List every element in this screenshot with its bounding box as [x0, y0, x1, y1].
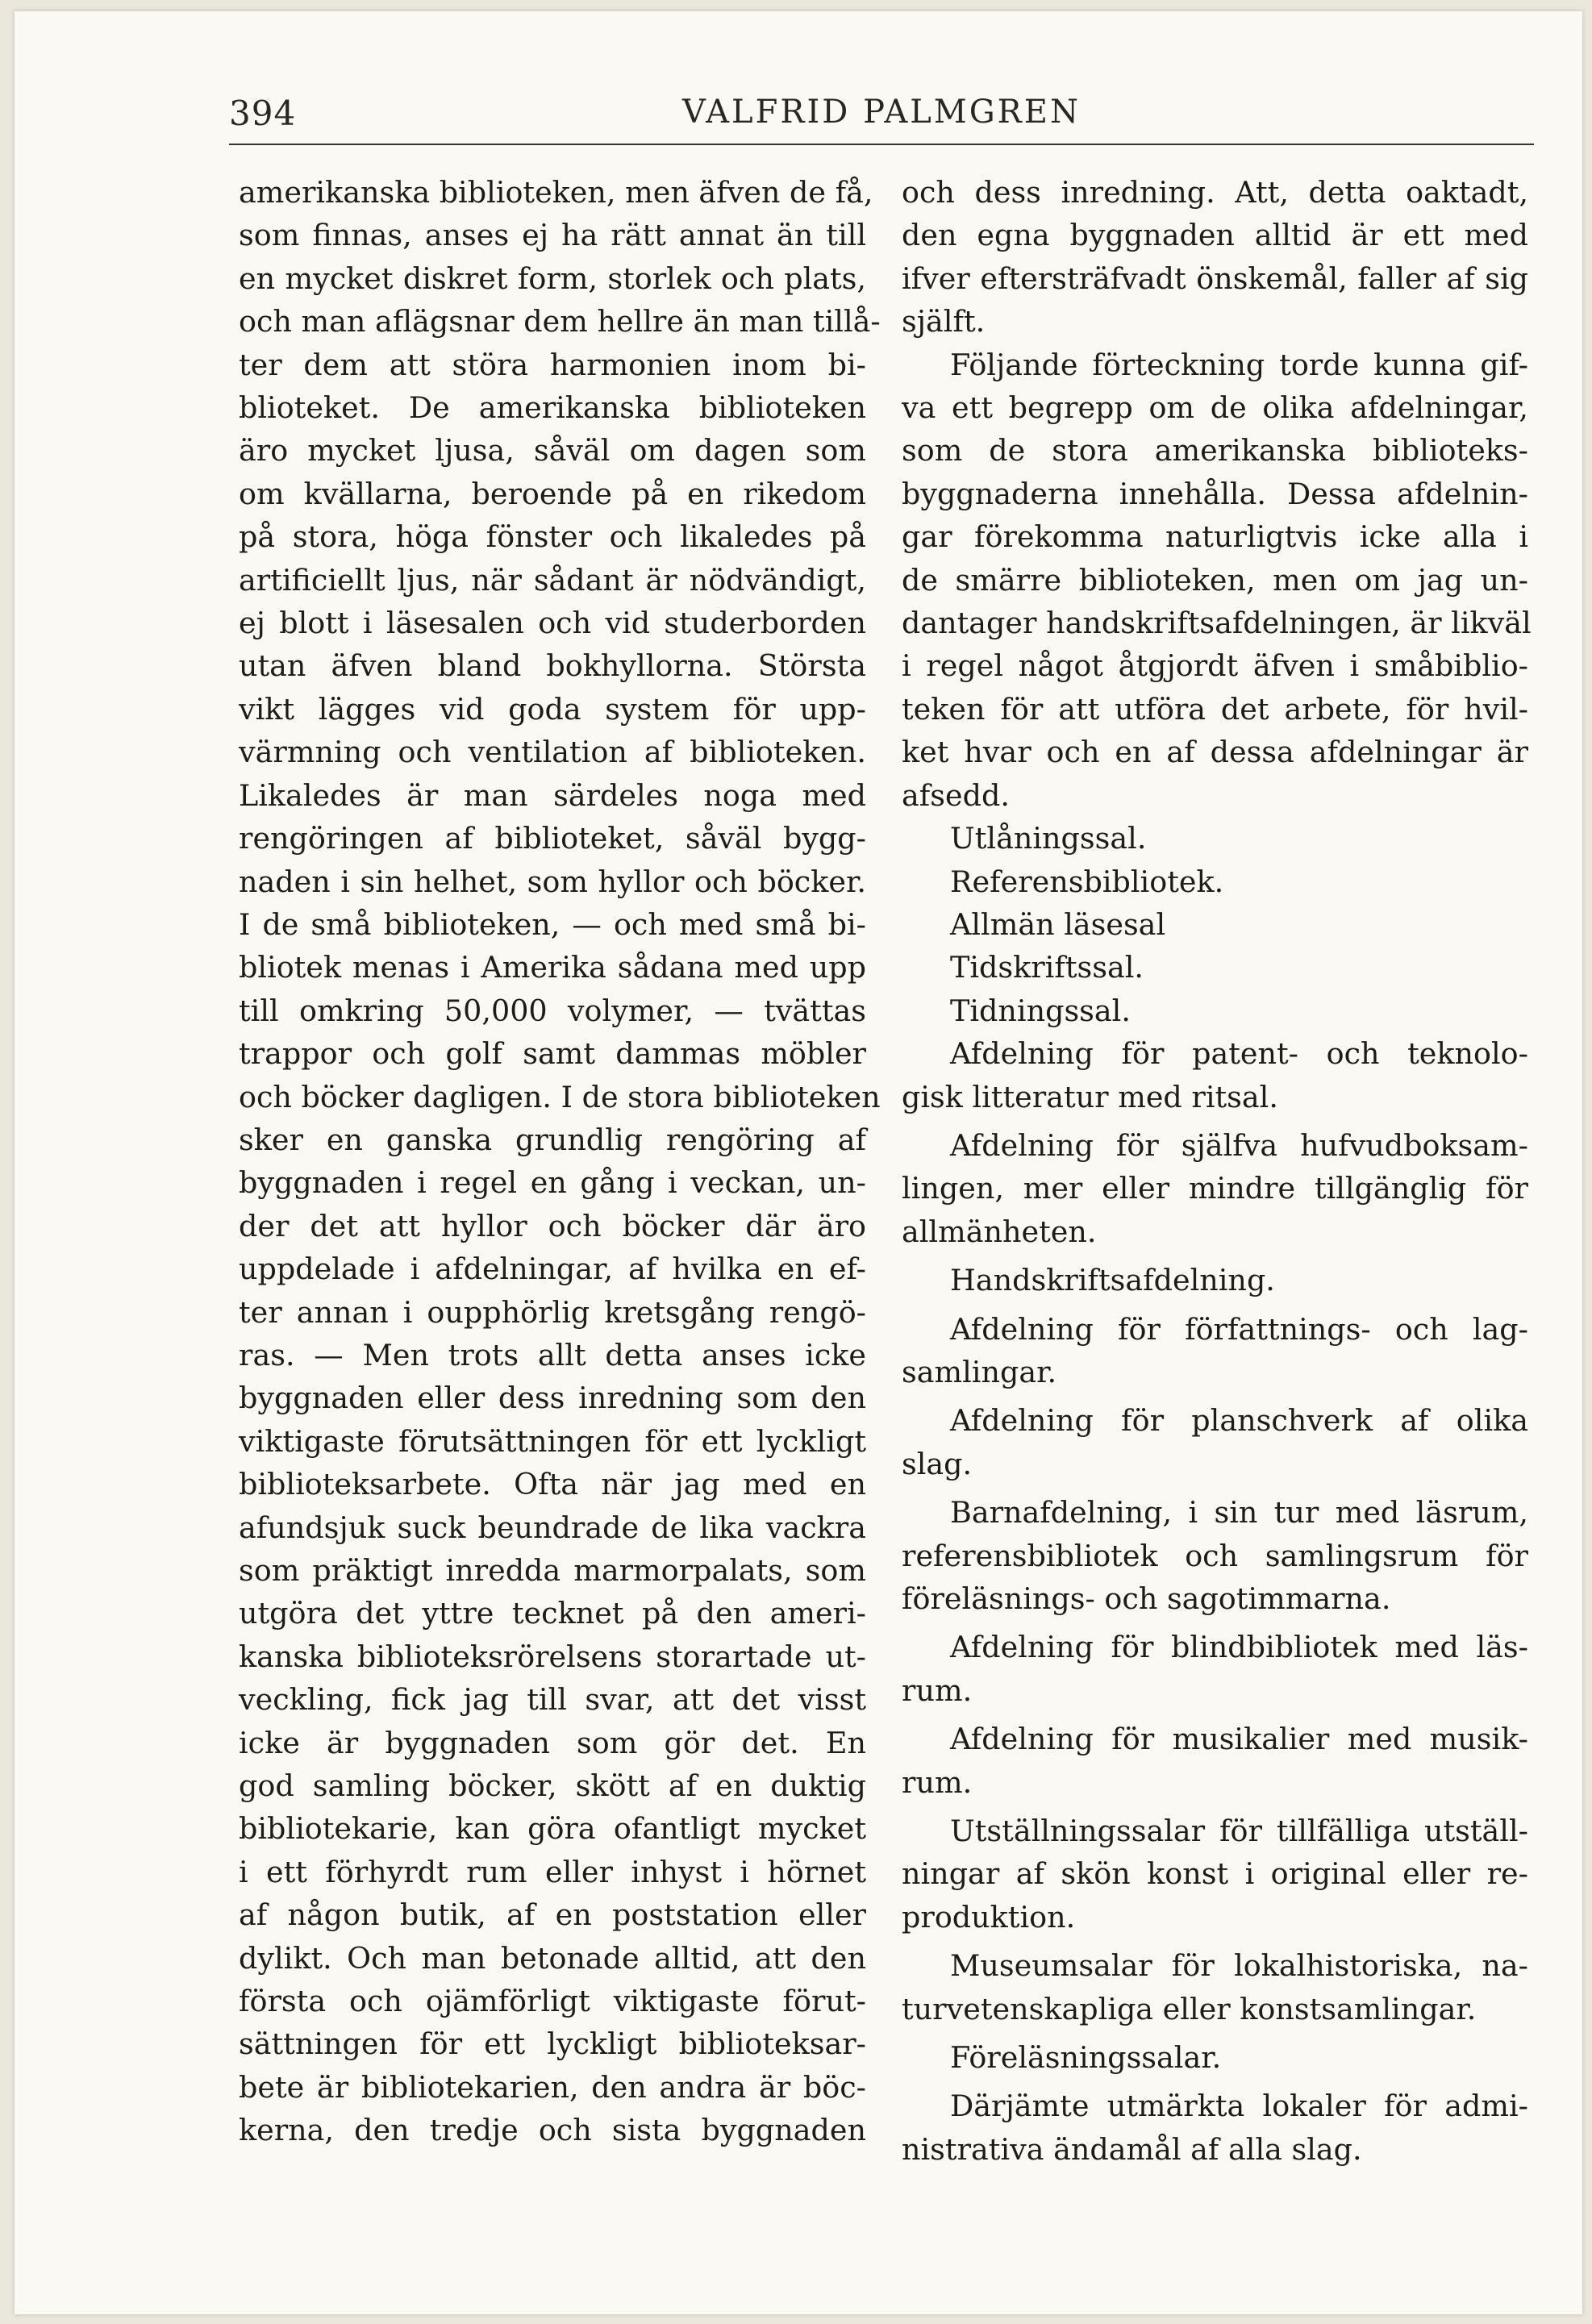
text-line: bliotek menas i Amerika sådana med upp — [239, 950, 866, 985]
text-line: ket hvar och en af dessa afdelningar är — [902, 735, 1528, 770]
text-line: ningar af skön konst i original eller re- — [902, 1856, 1528, 1892]
text-line: trappor och golf samt dammas möbler — [239, 1036, 866, 1072]
text-line: Handskriftsafdelning. — [950, 1263, 1275, 1298]
text-line: nistrativa ändamål af alla slag. — [902, 2131, 1362, 2167]
entry-spacer — [902, 1302, 1528, 1308]
department-list-item: Referensbibliotek. — [950, 864, 1224, 899]
text-line: Afdelning för patent- och teknolo- — [950, 1036, 1528, 1072]
text-line: kerna, den tredje och sista byggnaden — [239, 2113, 866, 2148]
text-line: själft. — [902, 304, 986, 339]
text-line: va ett begrepp om de olika afdelningar, — [902, 390, 1528, 426]
department-list-item: Tidningssal. — [950, 993, 1131, 1028]
text-line: rum. — [902, 1764, 973, 1800]
text-line: äro mycket ljusa, såväl om dagen som — [239, 433, 866, 469]
department-entry — [902, 2036, 1528, 2079]
text-line: i ett förhyrdt rum eller inhyst i hörnet — [239, 1854, 866, 1889]
department-entries — [902, 1032, 1528, 2171]
text-line: de smärre biblioteken, men om jag un- — [902, 562, 1528, 598]
department-entry — [902, 1399, 1528, 1485]
department-entry — [902, 1718, 1528, 1804]
header-rule — [229, 144, 1534, 145]
entry-spacer — [902, 1620, 1528, 1626]
text-line: ter dem att störa harmonien inom bi- — [239, 347, 866, 382]
text-line: afundsjuk suck beundrade de lika vackra — [239, 1510, 866, 1545]
text-line: Afdelning för blindbibliotek med läs- — [950, 1630, 1528, 1665]
text-line: lingen, mer eller mindre tillgänglig för — [902, 1171, 1528, 1206]
text-line: kanska biblioteksrörelsens storartade ut- — [239, 1639, 866, 1674]
department-entry — [902, 1124, 1528, 1253]
text-line: teken för att utföra det arbete, för hvil- — [902, 691, 1528, 727]
intro-paragraph — [902, 171, 1528, 344]
text-line: turvetenskapliga eller konstsamlingar. — [902, 1991, 1477, 2026]
text-line: icke är byggnaden som gör det. En — [239, 1725, 866, 1760]
text-line: byggnaderna innehålla. Dessa afdelnin- — [902, 476, 1528, 511]
entry-spacer — [902, 1485, 1528, 1491]
text-line: som finnas, anses ej ha rätt annat än till — [239, 218, 866, 253]
text-line: Afdelning för författnings- och lag- — [950, 1311, 1528, 1347]
text-line: blioteket. De amerikanska biblioteken — [239, 390, 866, 426]
text-line: värmning och ventilation af biblioteken. — [239, 735, 866, 770]
text-line: i regel något åtgjordt äfven i småbiblio- — [902, 648, 1528, 684]
text-line: I de små biblioteken, — och med små bi- — [239, 906, 866, 942]
text-line: Föreläsningssalar. — [950, 2040, 1222, 2076]
list-intro-paragraph — [902, 344, 1532, 817]
text-line: amerikanska biblioteken, men äfven de få, — [239, 175, 873, 210]
text-line: der det att hyllor och böcker där äro — [239, 1208, 866, 1243]
text-line: dylikt. Och man betonade alltid, att den — [239, 1940, 866, 1976]
entry-spacer — [902, 1118, 1528, 1124]
department-entry — [902, 1308, 1528, 1394]
text-line: och dess inredning. Att, detta oaktadt, — [902, 175, 1528, 210]
text-line: ras. — Men trots allt detta anses icke — [239, 1337, 866, 1372]
text-line: ifver eftersträfvadt önskemål, faller af sig — [902, 260, 1528, 296]
text-line: första och ojämförligt viktigaste förut- — [239, 1984, 866, 2019]
text-line: artificiellt ljus, när sådant är nödvändigt, — [239, 562, 866, 598]
department-list — [902, 817, 1528, 1032]
department-list-item: Tidskriftssal. — [950, 950, 1144, 985]
text-line: utan äfven bland bokhyllorna. Största — [239, 648, 866, 684]
text-line: veckling, fick jag till svar, att det visst — [239, 1682, 866, 1718]
text-line: Afdelning för planschverk af olika — [950, 1403, 1528, 1439]
text-line: byggnaden i regel en gång i veckan, un- — [239, 1165, 866, 1201]
text-line: bibliotekarie, kan göra ofantligt mycket — [239, 1811, 866, 1847]
left-column — [239, 171, 881, 2152]
text-line: god samling böcker, skött af en duktig — [239, 1768, 866, 1804]
entry-spacer — [902, 1804, 1528, 1810]
running-title: VALFRID PALMGREN — [682, 94, 1081, 131]
text-line: Likaledes är man särdeles noga med — [239, 777, 866, 813]
text-line: afsedd. — [902, 777, 1010, 813]
text-line: som präktigt inredda marmorpalats, som — [239, 1553, 866, 1588]
text-line: bete är bibliotekarien, den andra är böc- — [239, 2069, 866, 2105]
department-entry — [902, 2085, 1528, 2171]
right-column — [902, 171, 1532, 2171]
text-line: Afdelning för musikalier med musik- — [950, 1722, 1528, 1757]
text-line: sättningen för ett lyckligt biblioteksar- — [239, 2026, 866, 2062]
department-entry — [902, 1626, 1528, 1712]
text-line: produktion. — [902, 1899, 1076, 1935]
department-entry — [902, 1491, 1528, 1620]
entry-spacer — [902, 1253, 1528, 1259]
department-entry — [902, 1259, 1528, 1302]
text-line: utgöra det yttre tecknet på den ameri- — [239, 1596, 866, 1631]
text-line: rum. — [902, 1672, 973, 1708]
text-line: Museumsalar för lokalhistoriska, na- — [950, 1948, 1528, 1984]
text-line: rengöringen af biblioteket, såväl bygg- — [239, 821, 866, 856]
text-line: en mycket diskret form, storlek och plats, — [239, 260, 866, 296]
text-line: allmänheten. — [902, 1214, 1097, 1249]
department-list-item: Allmän läsesal — [950, 906, 1166, 942]
page-header — [229, 82, 1534, 147]
text-line: referensbibliotek och samlingsrum för — [902, 1538, 1528, 1573]
text-line: Följande förteckning torde kunna gif- — [950, 347, 1528, 382]
entry-spacer — [902, 2030, 1528, 2036]
text-line: och böcker dagligen. I de stora biblioteken — [239, 1079, 881, 1114]
entry-spacer — [902, 1393, 1528, 1399]
text-line: Därjämte utmärkta lokaler för admi- — [950, 2089, 1528, 2124]
text-line: och man aflägsnar dem hellre än man tillå- — [239, 304, 881, 339]
text-line: uppdelade i afdelningar, af hvilka en ef- — [239, 1252, 866, 1287]
text-line: om kvällarna, beroende på en rikedom — [239, 476, 866, 511]
text-line: Utställningssalar för tillfälliga utställ- — [950, 1814, 1528, 1849]
department-entry — [902, 1032, 1528, 1118]
department-list-item: Utlåningssal. — [950, 821, 1147, 856]
text-line: viktigaste förutsättningen för ett lyckligt — [239, 1423, 866, 1459]
text-line: föreläsnings- och sagotimmarna. — [902, 1581, 1391, 1616]
text-line: dantager handskriftsafdelningen, är likväl — [902, 606, 1532, 641]
text-line: på stora, höga fönster och likaledes på — [239, 519, 866, 555]
department-entry — [902, 1944, 1528, 2030]
entry-spacer — [902, 1939, 1528, 1944]
text-line: Afdelning för själfva hufvudboksam- — [950, 1127, 1528, 1163]
page-number: 394 — [229, 94, 297, 133]
text-line: den egna byggnaden alltid är ett med — [902, 218, 1528, 253]
text-line: Barnafdelning, i sin tur med läsrum, — [950, 1495, 1528, 1531]
department-entry — [902, 1810, 1528, 1939]
entry-spacer — [902, 1712, 1528, 1718]
text-line: slag. — [902, 1446, 973, 1481]
text-line: som de stora amerikanska biblioteks- — [902, 433, 1528, 469]
text-line: vikt lägges vid goda system för upp- — [239, 691, 866, 727]
entry-spacer — [902, 2079, 1528, 2085]
book-page — [15, 11, 1582, 2314]
text-line: naden i sin helhet, som hyllor och böcker. — [239, 864, 866, 899]
text-line: gar förekomma naturligtvis icke alla i — [902, 519, 1528, 555]
text-line: till omkring 50,000 volymer, — tvättas — [239, 993, 866, 1028]
text-line: ej blott i läsesalen och vid studerborden — [239, 606, 866, 641]
text-line: af någon butik, af en poststation eller — [239, 1897, 866, 1933]
text-line: biblioteksarbete. Ofta när jag med en — [239, 1467, 866, 1502]
text-line: gisk litteratur med ritsal. — [902, 1079, 1278, 1114]
text-line: byggnaden eller dess inredning som den — [239, 1381, 866, 1416]
text-line: sker en ganska grundlig rengöring af — [239, 1122, 866, 1157]
text-line: ter annan i oupphörlig kretsgång rengö- — [239, 1294, 866, 1330]
text-line: samlingar. — [902, 1354, 1057, 1389]
